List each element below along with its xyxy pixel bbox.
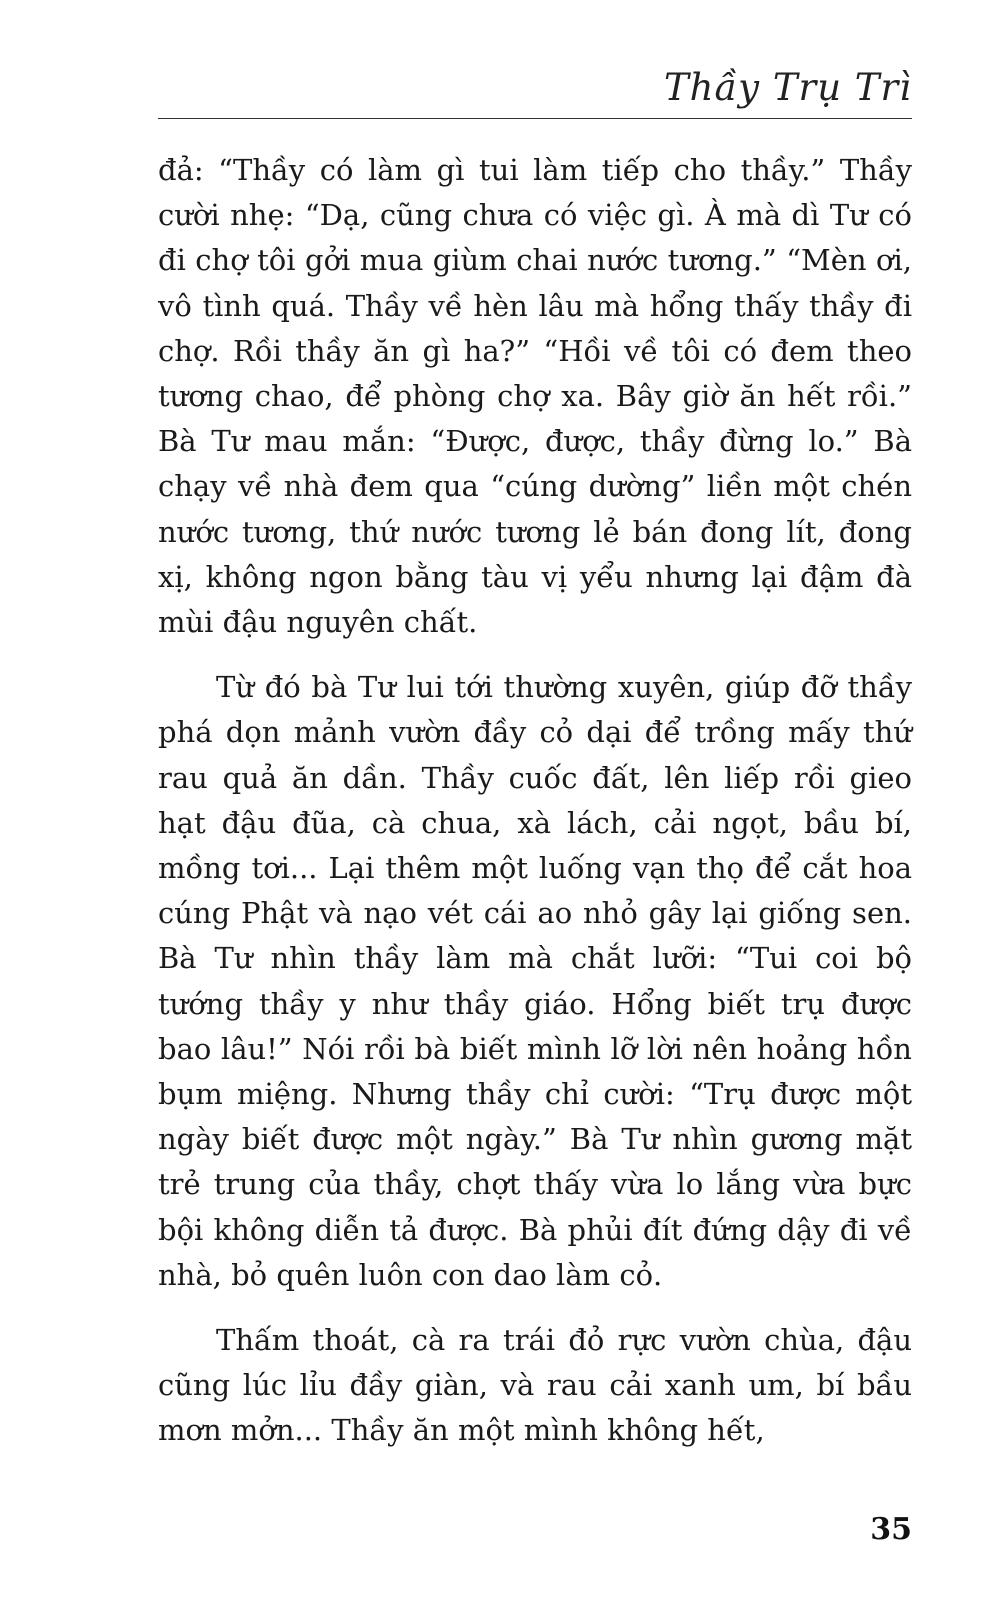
paragraph: Thấm thoát, cà ra trái đỏ rực vườn chùa, đậu cũng lúc lỉu đầy giàn, và rau cải xanh um, bí bầu mơn mởn... Thầy ăn một mình không hết, bbox=[158, 1323, 912, 1448]
running-header-title: Thầy Trụ Trì bbox=[663, 66, 912, 109]
paragraph-continued: đả: “Thầy có làm gì tui làm tiếp cho thầy.” Thầy cười nhẹ: “Dạ, cũng chưa có việc gì. À mà dì Tư có đi chợ tôi gởi mua giùm chai nước tương.” “Mèn ơi, vô tình quá. Thầy về hèn lâu mà hổng thấy thầy đi chợ. Rồi thầy ăn gì ha?” “Hồi về tôi có đem theo tương chao, để phòng chợ xa. Bây giờ ăn hết rồi.” Bà Tư mau mắn: “Được, được, thầy đừng lo.” Bà chạy về nhà đem qua “cúng dường” liền một chén nước tương, thứ nước tương lẻ bán đong lít, đong xị, không ngon bằng tàu vị yểu nhưng lại đậm đà mùi đậu nguyên chất. bbox=[158, 153, 912, 640]
page-number: 35 bbox=[870, 1512, 912, 1547]
page-body bbox=[158, 148, 912, 1454]
header-divider bbox=[158, 118, 912, 119]
paragraph: Từ đó bà Tư lui tới thường xuyên, giúp đỡ thầy phá dọn mảnh vườn đầy cỏ dại để trồng mấy thứ rau quả ăn dần. Thầy cuốc đất, lên liếp rồi gieo hạt đậu đũa, cà chua, xà lách, cải ngọt, bầu bí, mồng tơi... Lại thêm một luống vạn thọ để cắt hoa cúng Phật và nạo vét cái ao nhỏ gây lại giống sen. Bà Tư nhìn thầy làm mà chắt lưỡi: “Tui coi bộ tướng thầy y như thầy giáo. Hổng biết trụ được bao lâu!” Nói rồi bà biết mình lỡ lời nên hoảng hồn bụm miệng. Nhưng thầy chỉ cười: “Trụ được một ngày biết được một ngày.” Bà Tư nhìn gương mặt trẻ trung của thầy, chợt thấy vừa lo lắng vừa bực bội không diễn tả được. Bà phủi đít đứng dậy đi về nhà, bỏ quên luôn con dao làm cỏ. bbox=[158, 670, 912, 1292]
